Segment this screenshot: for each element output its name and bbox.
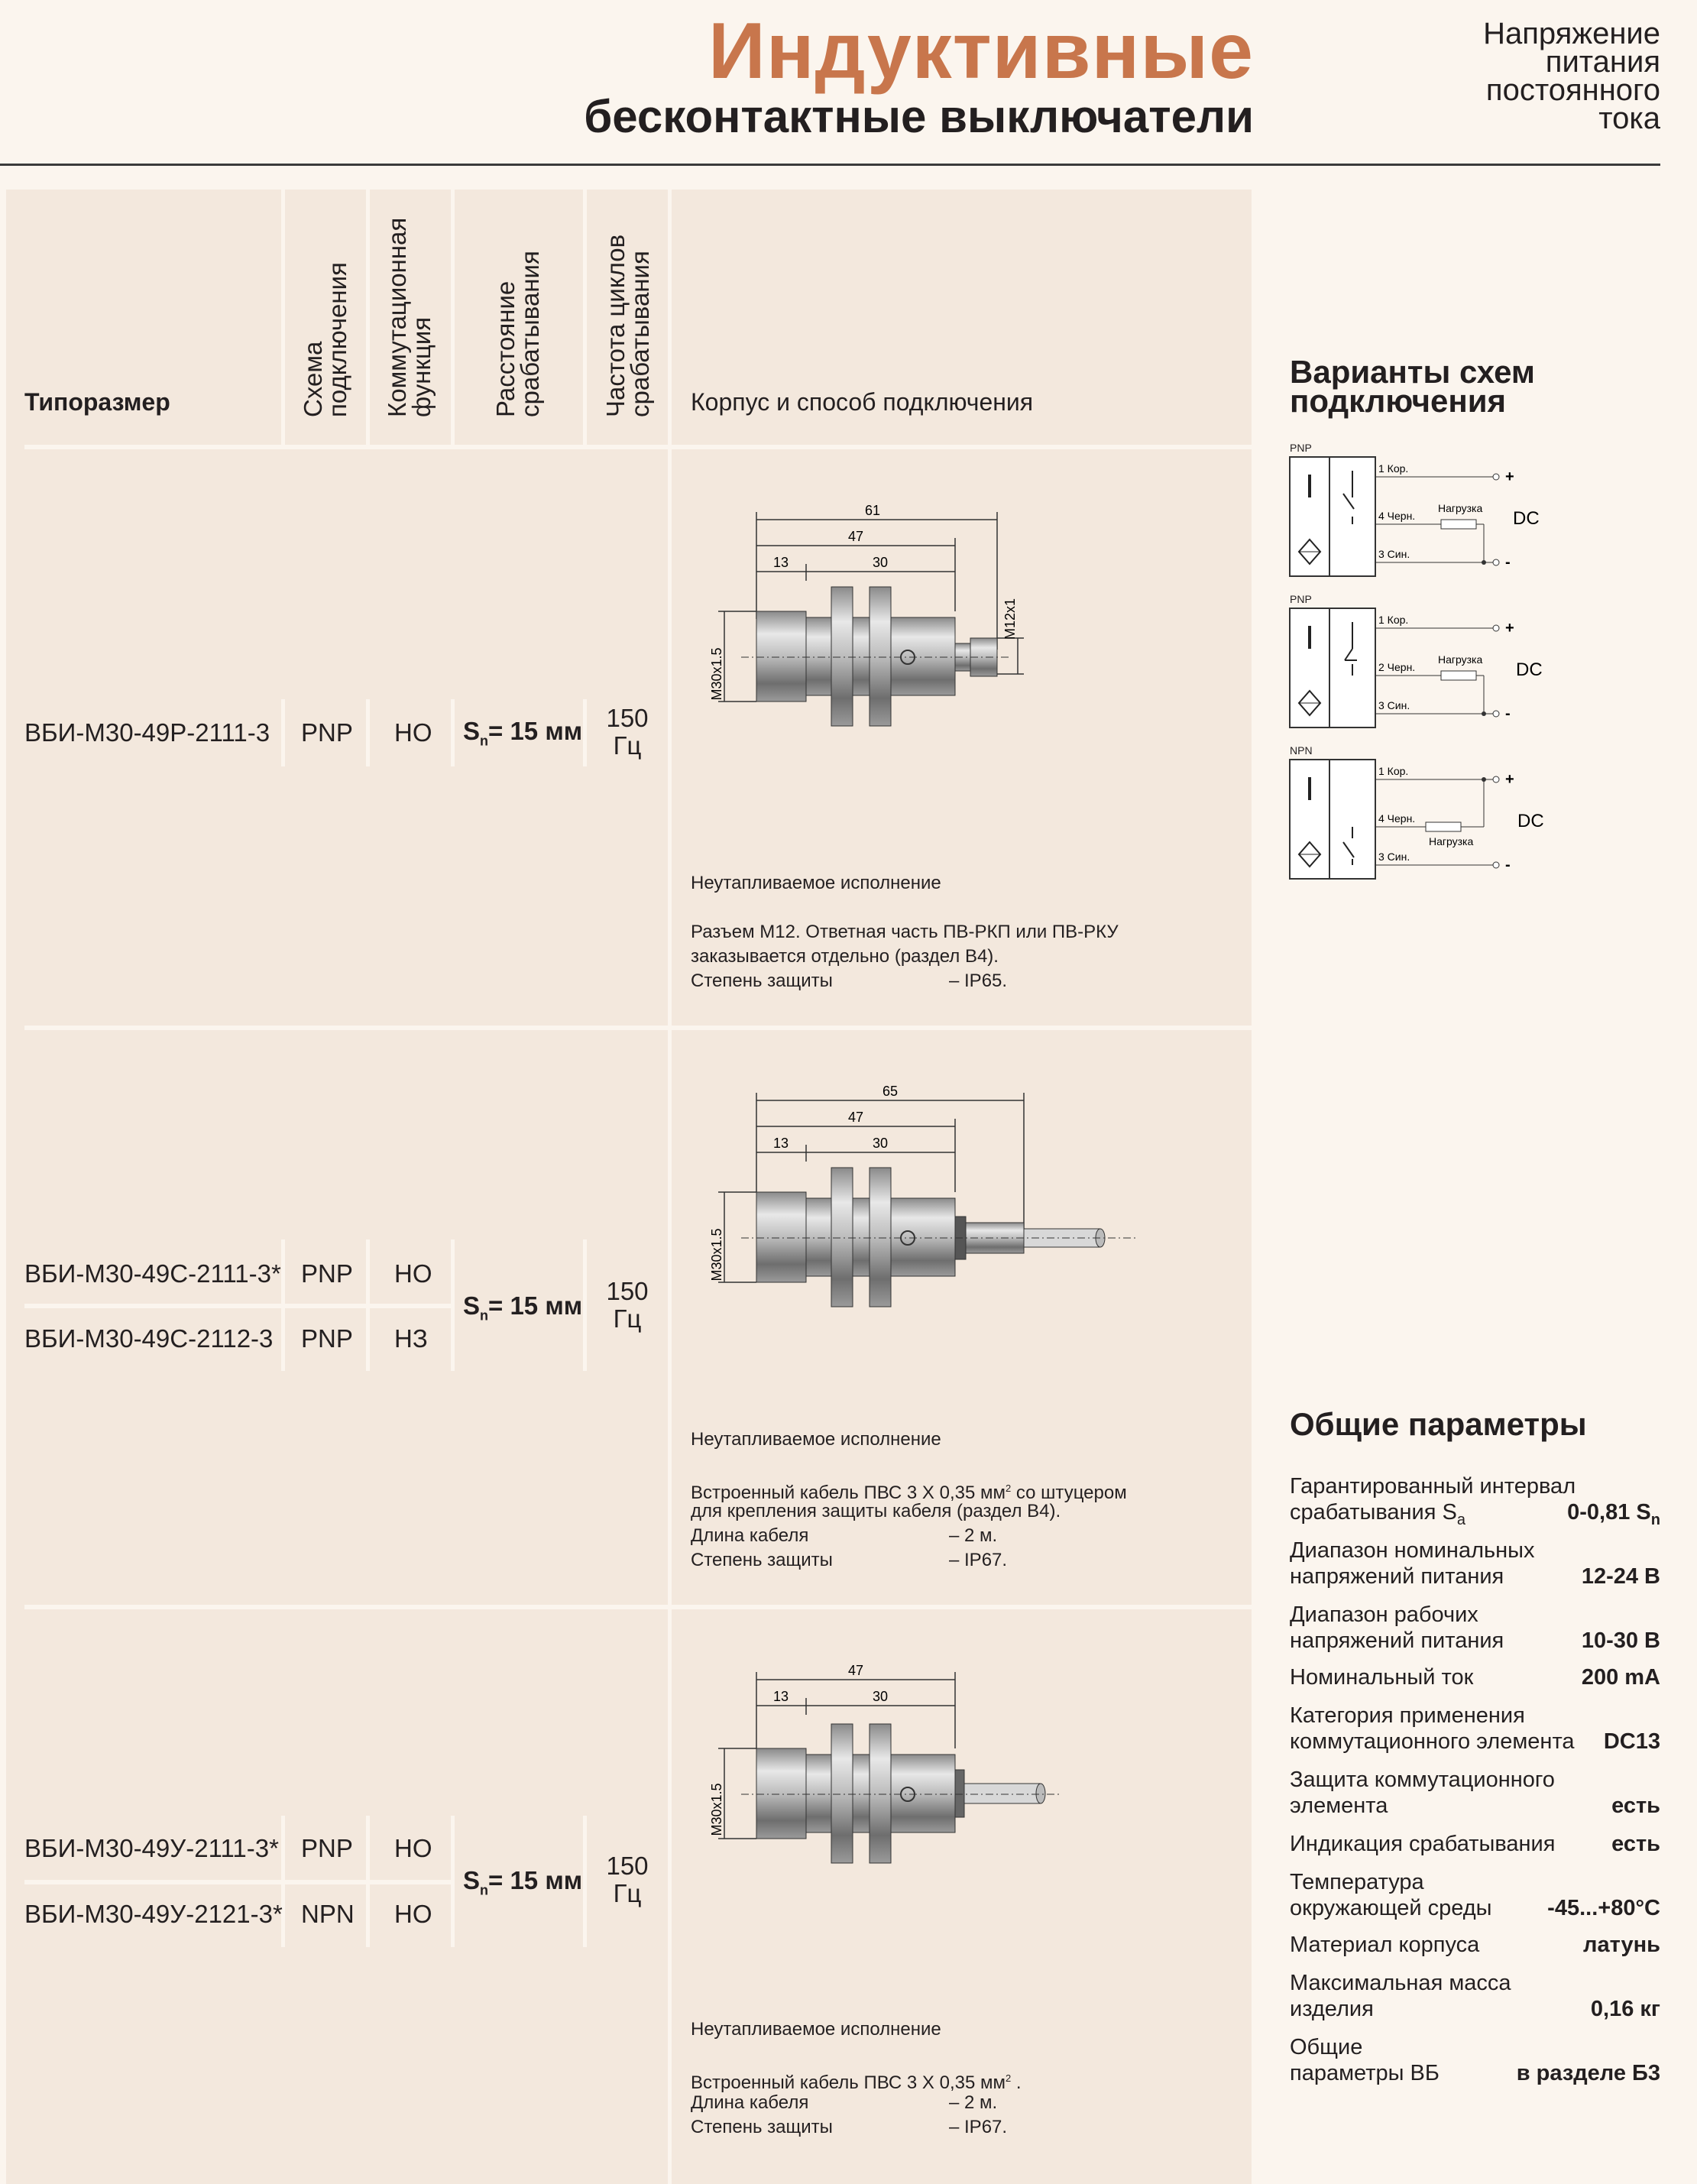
plus-sign: + xyxy=(1505,620,1514,637)
row-distance xyxy=(463,717,582,750)
scheme-label: PNP xyxy=(1290,593,1312,605)
plus-sign: + xyxy=(1505,771,1514,788)
param-row xyxy=(1290,1664,1660,1690)
param-value xyxy=(1567,1499,1660,1533)
param-value: -45...+80°С xyxy=(1547,1896,1660,1920)
voltage-type xyxy=(1483,17,1660,135)
params-title: Общие параметры xyxy=(1290,1406,1587,1442)
sn-value: = 15 мм xyxy=(488,1291,583,1320)
row-divider xyxy=(24,1880,451,1884)
row-function: НЗ xyxy=(394,1324,428,1353)
protection-label: Степень защиты xyxy=(691,2117,833,2137)
dim-length: 30 xyxy=(872,1689,889,1704)
param-value: 12-24 В xyxy=(1581,1564,1660,1589)
protection-label: Степень защиты xyxy=(691,1550,833,1570)
param-label: Номинальный ток xyxy=(1290,1665,1474,1690)
column-divider xyxy=(583,1816,587,1947)
protection-value: – IP67. xyxy=(949,1550,1008,1570)
param-label: Общие параметры ВБ xyxy=(1290,2035,1440,2085)
execution-note: Неутапливаемое исполнение xyxy=(691,1429,941,1450)
protection-note xyxy=(691,969,1073,993)
dim-length: 47 xyxy=(847,1663,864,1678)
row-frequency xyxy=(601,1852,654,1907)
row-distance xyxy=(463,1291,582,1324)
freq-value: 150 xyxy=(606,704,649,732)
param-label: Температура окружающей среды xyxy=(1290,1870,1492,1920)
param-value-text: 0-0,81 S xyxy=(1567,1500,1651,1525)
protection-label: Степень защиты xyxy=(691,970,833,991)
length-note xyxy=(691,1524,1073,1548)
column-divider xyxy=(668,190,672,2184)
minus-sign: - xyxy=(1505,705,1511,722)
plus-sign: + xyxy=(1505,468,1514,485)
column-divider xyxy=(366,190,370,446)
row-scheme: PNP xyxy=(301,1324,353,1353)
sn-value: = 15 мм xyxy=(488,1866,583,1894)
header-line: срабатывания xyxy=(516,251,544,417)
sn-sub: n xyxy=(480,1882,489,1898)
param-label: Диапазон номинальных напряжений питания xyxy=(1290,1538,1535,1589)
param-row xyxy=(1290,1538,1660,1589)
column-divider xyxy=(281,190,285,446)
param-row xyxy=(1290,1831,1660,1857)
param-row xyxy=(1290,2034,1660,2086)
row-function: НО xyxy=(394,1834,432,1862)
param-label: Категория применения коммутационного элемента xyxy=(1290,1703,1575,1754)
header-scheme xyxy=(301,262,350,417)
length-value: – 2 м. xyxy=(949,1525,998,1546)
scheme-label: PNP xyxy=(1290,442,1312,454)
protection-value: – IP67. xyxy=(949,2117,1008,2137)
param-label: Защита коммутационного элемента xyxy=(1290,1768,1555,1818)
note-text: Встроенный кабель ПВС 3 Х 0,35 мм xyxy=(691,2072,1006,2093)
dim-length: 47 xyxy=(847,529,864,544)
param-label: Материал корпуса xyxy=(1290,1933,1480,1957)
column-divider xyxy=(583,1239,587,1371)
param-row xyxy=(1290,1473,1660,1533)
param-label-text: Гарантированный интервал срабатывания S xyxy=(1290,1474,1576,1525)
length-label: Длина кабеля xyxy=(691,1525,809,1546)
load-label: Нагрузка xyxy=(1438,653,1483,666)
freq-value: 150 xyxy=(606,1277,649,1305)
load-label: Нагрузка xyxy=(1429,835,1474,847)
param-value: 200 mA xyxy=(1581,1665,1660,1690)
pin-label: 3 Син. xyxy=(1378,851,1410,863)
schemes-title-line: подключения xyxy=(1290,383,1507,419)
row-function: НО xyxy=(394,1259,432,1288)
header-divider xyxy=(0,164,1660,166)
dim-length: 47 xyxy=(847,1110,864,1125)
header-line: Расстояние xyxy=(491,280,520,417)
minus-sign: - xyxy=(1505,554,1511,571)
header-line: Частота циклов xyxy=(601,234,630,417)
scheme-diagram xyxy=(1288,758,1548,896)
sensor-drawing-cable-short xyxy=(703,1657,1085,1947)
voltage-line: Напряжение xyxy=(1483,17,1660,50)
param-value: латунь xyxy=(1583,1933,1660,1957)
sensor-drawing-cable xyxy=(703,1077,1146,1368)
param-value: 0,16 кг xyxy=(1590,1997,1660,2021)
header-line: срабатывания xyxy=(626,251,654,417)
dim-connector: M12x1 xyxy=(1002,598,1018,640)
pin-label: 3 Син. xyxy=(1378,699,1410,711)
sn-sub: n xyxy=(480,733,489,749)
execution-note: Неутапливаемое исполнение xyxy=(691,873,941,893)
voltage-line: тока xyxy=(1598,102,1660,135)
param-label-sub: a xyxy=(1456,1511,1465,1528)
row-function: НО xyxy=(394,1900,432,1928)
pin-label: 2 Черн. xyxy=(1378,661,1416,673)
header-line: Схема xyxy=(299,341,327,417)
freq-unit: Гц xyxy=(613,1304,642,1333)
row-divider xyxy=(24,1304,451,1308)
header-function xyxy=(385,218,434,417)
header-distance xyxy=(491,251,544,417)
dim-length: 61 xyxy=(864,503,881,518)
sn-value: = 15 мм xyxy=(488,717,583,745)
param-value: есть xyxy=(1611,1832,1660,1856)
voltage-line: питания xyxy=(1545,45,1660,79)
pin-label: 1 Кор. xyxy=(1378,614,1409,626)
page-title: Индуктивные xyxy=(708,7,1254,96)
column-divider xyxy=(281,699,285,766)
param-row xyxy=(1290,1869,1660,1921)
note-text: Встроенный кабель ПВС 3 Х 0,35 мм xyxy=(691,1482,1006,1503)
param-row xyxy=(1290,1767,1660,1819)
param-label: Индикация срабатывания xyxy=(1290,1832,1556,1856)
sn-sub: n xyxy=(480,1307,489,1324)
row-type: ВБИ-М30-49С-2111-3* xyxy=(24,1259,281,1288)
row-distance xyxy=(463,1866,582,1899)
scheme-diagram xyxy=(1288,455,1548,593)
param-label xyxy=(1290,1473,1595,1533)
scheme-diagram xyxy=(1288,607,1548,744)
note-line: для крепления защиты кабеля (раздел В4). xyxy=(691,1501,1061,1521)
row-frequency xyxy=(601,1278,654,1333)
note-text: со штуцером xyxy=(1011,1482,1127,1503)
dim-thread: М30х1.5 xyxy=(709,1228,724,1282)
note-line: заказывается отдельно (раздел В4). xyxy=(691,946,999,967)
sn-symbol: S xyxy=(463,1291,481,1320)
pin-label: 4 Черн. xyxy=(1378,510,1416,522)
column-divider xyxy=(366,699,370,766)
pin-label: 1 Кор. xyxy=(1378,765,1409,777)
execution-note: Неутапливаемое исполнение xyxy=(691,2019,941,2040)
row-type: ВБИ-М30-49Р-2111-3 xyxy=(24,718,270,747)
scheme-label: NPN xyxy=(1290,744,1313,757)
protection-value: – IP65. xyxy=(949,970,1008,991)
param-label: Диапазон рабочих напряжений питания xyxy=(1290,1602,1504,1653)
row-divider xyxy=(24,1026,1252,1030)
length-label: Длина кабеля xyxy=(691,2092,809,2113)
dim-length: 13 xyxy=(772,555,789,570)
header-line: функция xyxy=(407,316,436,417)
supply-label: DC xyxy=(1516,659,1543,680)
row-scheme: PNP xyxy=(301,1259,353,1288)
row-divider xyxy=(24,1605,1252,1609)
column-divider xyxy=(451,1239,455,1371)
param-label: Максимальная масса изделия xyxy=(1290,1971,1511,2021)
param-row xyxy=(1290,1932,1660,1958)
schemes-title-line: Варианты схем xyxy=(1290,354,1535,390)
freq-value: 150 xyxy=(606,1852,649,1880)
pin-label: 1 Кор. xyxy=(1378,462,1409,475)
header-frequency xyxy=(601,234,654,417)
column-divider xyxy=(451,190,455,446)
dim-thread: М30х1.5 xyxy=(709,1783,724,1836)
row-scheme: PNP xyxy=(301,718,353,747)
row-function: НО xyxy=(394,718,432,747)
param-value-sub: n xyxy=(1650,1511,1660,1528)
freq-unit: Гц xyxy=(613,1879,642,1907)
supply-label: DC xyxy=(1517,811,1544,831)
minus-sign: - xyxy=(1505,857,1511,873)
length-value: – 2 м. xyxy=(949,2092,998,2113)
header-line: Коммутационная xyxy=(383,217,411,417)
param-row xyxy=(1290,1703,1660,1755)
param-value: есть xyxy=(1611,1794,1660,1818)
freq-unit: Гц xyxy=(613,731,642,760)
dim-length: 13 xyxy=(772,1689,789,1704)
header-type: Типоразмер xyxy=(24,388,170,416)
dim-length: 30 xyxy=(872,1136,889,1151)
supply-label: DC xyxy=(1513,508,1540,529)
row-divider xyxy=(24,445,1252,449)
param-row xyxy=(1290,1602,1660,1654)
column-divider xyxy=(583,190,587,446)
note-sup: 2 xyxy=(1005,1482,1012,1494)
row-type: ВБИ-М30-49С-2112-3 xyxy=(24,1324,274,1353)
row-type: ВБИ-М30-49У-2121-3* xyxy=(24,1900,283,1928)
row-scheme: PNP xyxy=(301,1834,353,1862)
param-value: в разделе Б3 xyxy=(1516,2061,1660,2085)
param-row xyxy=(1290,1970,1660,2022)
row-scheme: NPN xyxy=(301,1900,355,1928)
header-line: подключения xyxy=(323,262,351,417)
dim-length: 13 xyxy=(772,1136,789,1151)
param-value: DC13 xyxy=(1603,1729,1660,1754)
sn-symbol: S xyxy=(463,1866,481,1894)
dim-length: 65 xyxy=(882,1084,899,1099)
schemes-title xyxy=(1290,354,1535,419)
row-frequency xyxy=(601,705,654,760)
column-divider xyxy=(583,699,587,766)
note-line: Разъем М12. Ответная часть ПВ-РКП или ПВ-РКУ xyxy=(691,922,1119,942)
protection-note xyxy=(691,1548,1073,1573)
sensor-drawing-connector xyxy=(703,497,1085,787)
pin-label: 3 Син. xyxy=(1378,548,1410,560)
note-sup: 2 xyxy=(1005,2072,1012,2084)
param-value: 10-30 В xyxy=(1581,1628,1660,1653)
note-text: . xyxy=(1011,2072,1022,2093)
dim-length: 30 xyxy=(872,555,889,570)
voltage-line: постоянного xyxy=(1485,73,1660,107)
pin-label: 4 Черн. xyxy=(1378,812,1416,825)
row-type: ВБИ-М30-49У-2111-3* xyxy=(24,1834,279,1862)
protection-note xyxy=(691,2115,1073,2140)
load-label: Нагрузка xyxy=(1438,502,1483,514)
column-divider xyxy=(451,699,455,766)
length-note xyxy=(691,2091,1073,2115)
page-subtitle: бесконтактные выключатели xyxy=(584,91,1254,142)
sn-symbol: S xyxy=(463,717,481,745)
column-divider xyxy=(451,1816,455,1947)
header-body: Корпус и способ подключения xyxy=(691,388,1034,416)
dim-thread: М30х1.5 xyxy=(709,647,724,701)
